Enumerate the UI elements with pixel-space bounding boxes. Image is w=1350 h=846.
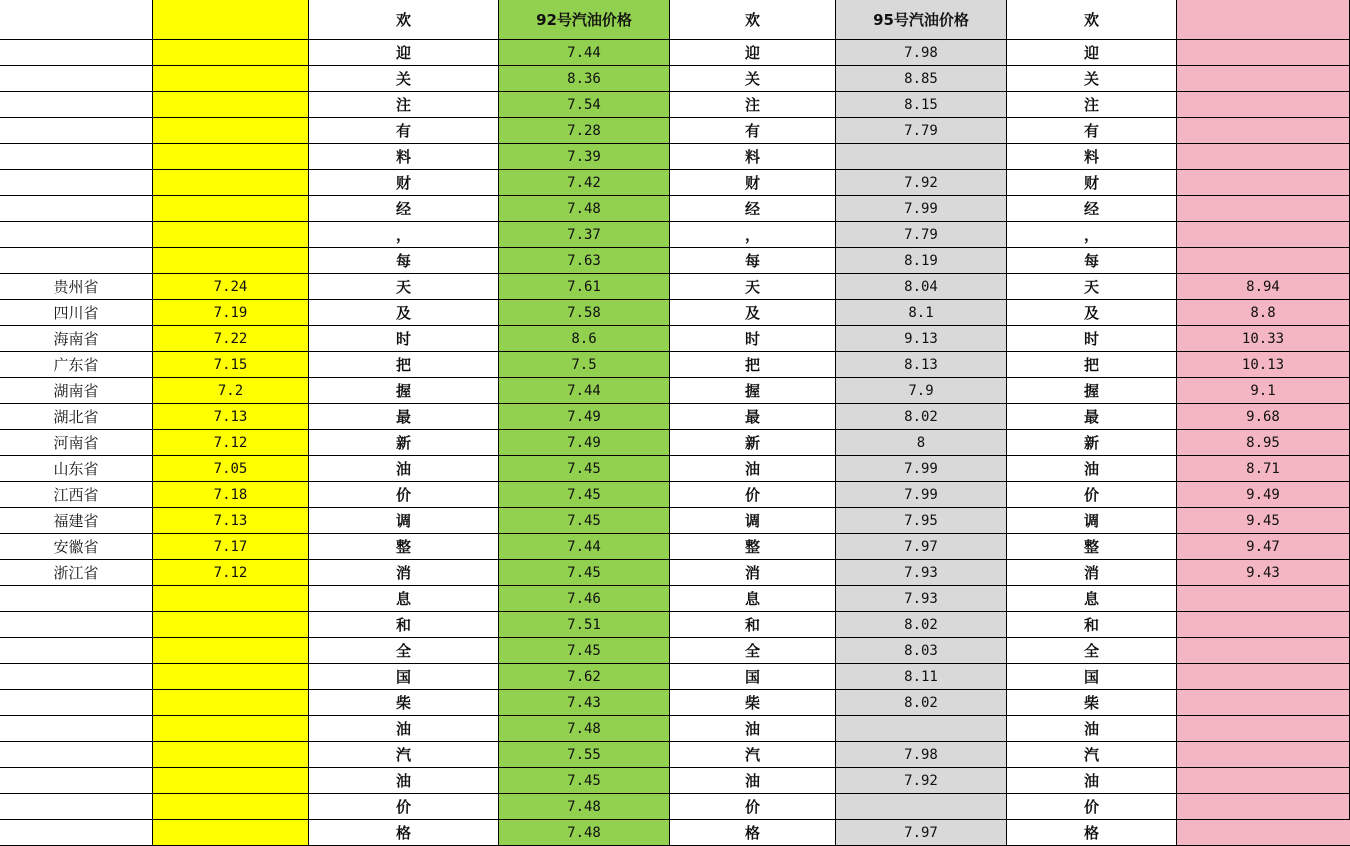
- gas92-price-cell[interactable]: 7.63: [499, 248, 670, 274]
- welcome-char-cell[interactable]: 有: [1007, 118, 1177, 144]
- gas92-price-cell[interactable]: 7.45: [499, 508, 670, 534]
- province-cell[interactable]: [0, 118, 153, 144]
- province-cell[interactable]: [0, 66, 153, 92]
- diesel-price-cell[interactable]: [153, 664, 309, 690]
- diesel-price-cell[interactable]: 7.05: [153, 456, 309, 482]
- gas92-price-cell[interactable]: 7.46: [499, 586, 670, 612]
- province-cell[interactable]: [0, 716, 153, 742]
- gas92-price-cell[interactable]: 7.55: [499, 742, 670, 768]
- province-cell[interactable]: [0, 794, 153, 820]
- welcome-char-cell[interactable]: 柴: [309, 690, 499, 716]
- welcome-char-cell[interactable]: 整: [309, 534, 499, 560]
- welcome-char-cell[interactable]: 迎: [309, 40, 499, 66]
- welcome-char-cell[interactable]: 调: [1007, 508, 1177, 534]
- gas98-price-cell[interactable]: [1177, 170, 1350, 196]
- diesel-price-cell[interactable]: [153, 794, 309, 820]
- welcome-char-cell[interactable]: 握: [670, 378, 836, 404]
- diesel-price-cell[interactable]: 7.18: [153, 482, 309, 508]
- welcome-char-cell[interactable]: 时: [670, 326, 836, 352]
- welcome-char-cell[interactable]: 及: [1007, 300, 1177, 326]
- gas98-price-cell[interactable]: [1177, 690, 1350, 716]
- welcome-char-cell[interactable]: 经: [1007, 196, 1177, 222]
- gas95-price-cell[interactable]: 7.79: [836, 118, 1007, 144]
- gas92-price-cell[interactable]: 7.48: [499, 794, 670, 820]
- gas95-price-cell[interactable]: [836, 794, 1007, 820]
- province-cell[interactable]: 江西省: [0, 482, 153, 508]
- gas95-price-cell[interactable]: 8.19: [836, 248, 1007, 274]
- gas98-price-cell[interactable]: [1177, 222, 1350, 248]
- welcome-char-cell[interactable]: 格: [1007, 820, 1177, 846]
- welcome-char-cell[interactable]: 财: [1007, 170, 1177, 196]
- diesel-price-cell[interactable]: [153, 170, 309, 196]
- gas92-price-cell[interactable]: 7.51: [499, 612, 670, 638]
- welcome-char-cell[interactable]: 国: [309, 664, 499, 690]
- gas92-price-cell[interactable]: 7.43: [499, 690, 670, 716]
- gas95-price-cell[interactable]: 7.92: [836, 170, 1007, 196]
- gas95-price-cell[interactable]: 7.95: [836, 508, 1007, 534]
- diesel-price-cell[interactable]: [153, 820, 309, 846]
- province-cell[interactable]: [0, 40, 153, 66]
- welcome-char-cell[interactable]: 油: [670, 456, 836, 482]
- province-cell[interactable]: [0, 612, 153, 638]
- diesel-price-cell[interactable]: 7.17: [153, 534, 309, 560]
- diesel-price-cell[interactable]: 7.2: [153, 378, 309, 404]
- province-cell[interactable]: [0, 768, 153, 794]
- welcome-char-cell[interactable]: 每: [1007, 248, 1177, 274]
- gas92-price-cell[interactable]: 7.54: [499, 92, 670, 118]
- gas95-price-cell[interactable]: 7.93: [836, 586, 1007, 612]
- welcome-char-cell[interactable]: 油: [309, 456, 499, 482]
- welcome-char-cell[interactable]: 每: [309, 248, 499, 274]
- gas92-price-cell[interactable]: 7.58: [499, 300, 670, 326]
- gas92-price-cell[interactable]: 7.45: [499, 560, 670, 586]
- welcome-char-cell[interactable]: 注: [670, 92, 836, 118]
- gas98-price-cell[interactable]: 10.13: [1177, 352, 1350, 378]
- gas92-price-cell[interactable]: 7.62: [499, 664, 670, 690]
- welcome-char-cell[interactable]: 及: [670, 300, 836, 326]
- gas95-price-cell[interactable]: 7.92: [836, 768, 1007, 794]
- gas98-price-cell[interactable]: [1177, 612, 1350, 638]
- welcome-char-cell[interactable]: 国: [1007, 664, 1177, 690]
- province-cell[interactable]: 福建省: [0, 508, 153, 534]
- gas95-price-cell[interactable]: 8.02: [836, 690, 1007, 716]
- welcome-char-cell[interactable]: 新: [670, 430, 836, 456]
- diesel-price-cell[interactable]: [153, 144, 309, 170]
- welcome-char-cell[interactable]: 价: [309, 794, 499, 820]
- header-welcome-3[interactable]: 欢: [1007, 0, 1177, 40]
- welcome-char-cell[interactable]: 关: [309, 66, 499, 92]
- gas98-price-cell[interactable]: 8.95: [1177, 430, 1350, 456]
- gas98-price-cell[interactable]: [1177, 664, 1350, 690]
- gas92-price-cell[interactable]: 8.36: [499, 66, 670, 92]
- welcome-char-cell[interactable]: 新: [309, 430, 499, 456]
- welcome-char-cell[interactable]: 关: [670, 66, 836, 92]
- diesel-price-cell[interactable]: 7.12: [153, 560, 309, 586]
- diesel-price-cell[interactable]: [153, 92, 309, 118]
- welcome-char-cell[interactable]: 柴: [1007, 690, 1177, 716]
- province-cell[interactable]: [0, 144, 153, 170]
- province-cell[interactable]: 广东省: [0, 352, 153, 378]
- welcome-char-cell[interactable]: 每: [670, 248, 836, 274]
- province-cell[interactable]: 海南省: [0, 326, 153, 352]
- gas95-price-cell[interactable]: 7.97: [836, 820, 1007, 846]
- welcome-char-cell[interactable]: 迎: [670, 40, 836, 66]
- diesel-price-cell[interactable]: 7.22: [153, 326, 309, 352]
- welcome-char-cell[interactable]: 最: [1007, 404, 1177, 430]
- province-cell[interactable]: [0, 690, 153, 716]
- welcome-char-cell[interactable]: ，: [309, 222, 499, 248]
- welcome-char-cell[interactable]: 调: [309, 508, 499, 534]
- welcome-char-cell[interactable]: 消: [309, 560, 499, 586]
- welcome-char-cell[interactable]: 注: [1007, 92, 1177, 118]
- gas95-price-cell[interactable]: 7.79: [836, 222, 1007, 248]
- welcome-char-cell[interactable]: 价: [1007, 482, 1177, 508]
- welcome-char-cell[interactable]: 油: [1007, 716, 1177, 742]
- welcome-char-cell[interactable]: 财: [309, 170, 499, 196]
- gas98-price-cell[interactable]: 9.45: [1177, 508, 1350, 534]
- welcome-char-cell[interactable]: 消: [670, 560, 836, 586]
- welcome-char-cell[interactable]: 汽: [309, 742, 499, 768]
- welcome-char-cell[interactable]: 油: [1007, 768, 1177, 794]
- gas98-price-cell[interactable]: 9.43: [1177, 560, 1350, 586]
- welcome-char-cell[interactable]: 料: [1007, 144, 1177, 170]
- header-gas98[interactable]: [1177, 0, 1350, 40]
- welcome-char-cell[interactable]: 调: [670, 508, 836, 534]
- province-cell[interactable]: 浙江省: [0, 560, 153, 586]
- diesel-price-cell[interactable]: [153, 768, 309, 794]
- welcome-char-cell[interactable]: 天: [1007, 274, 1177, 300]
- gas92-price-cell[interactable]: 7.39: [499, 144, 670, 170]
- gas98-price-cell[interactable]: [1177, 586, 1350, 612]
- welcome-char-cell[interactable]: 把: [1007, 352, 1177, 378]
- welcome-char-cell[interactable]: 经: [670, 196, 836, 222]
- header-welcome-2[interactable]: 欢: [670, 0, 836, 40]
- welcome-char-cell[interactable]: 有: [309, 118, 499, 144]
- province-cell[interactable]: [0, 248, 153, 274]
- diesel-price-cell[interactable]: [153, 586, 309, 612]
- welcome-char-cell[interactable]: 柴: [670, 690, 836, 716]
- welcome-char-cell[interactable]: 息: [670, 586, 836, 612]
- province-cell[interactable]: [0, 638, 153, 664]
- welcome-char-cell[interactable]: 经: [309, 196, 499, 222]
- welcome-char-cell[interactable]: 油: [670, 768, 836, 794]
- gas95-price-cell[interactable]: 7.99: [836, 456, 1007, 482]
- diesel-price-cell[interactable]: [153, 118, 309, 144]
- gas92-price-cell[interactable]: 7.44: [499, 378, 670, 404]
- province-cell[interactable]: 山东省: [0, 456, 153, 482]
- welcome-char-cell[interactable]: 最: [309, 404, 499, 430]
- diesel-price-cell[interactable]: [153, 716, 309, 742]
- welcome-char-cell[interactable]: 时: [309, 326, 499, 352]
- gas98-price-cell[interactable]: 10.33: [1177, 326, 1350, 352]
- welcome-char-cell[interactable]: 全: [1007, 638, 1177, 664]
- gas92-price-cell[interactable]: 7.49: [499, 430, 670, 456]
- diesel-price-cell[interactable]: [153, 612, 309, 638]
- diesel-price-cell[interactable]: [153, 638, 309, 664]
- province-cell[interactable]: 四川省: [0, 300, 153, 326]
- gas98-price-cell[interactable]: [1177, 716, 1350, 742]
- welcome-char-cell[interactable]: 迎: [1007, 40, 1177, 66]
- welcome-char-cell[interactable]: 息: [1007, 586, 1177, 612]
- welcome-char-cell[interactable]: 油: [670, 716, 836, 742]
- welcome-char-cell[interactable]: 价: [1007, 794, 1177, 820]
- gas92-price-cell[interactable]: 7.61: [499, 274, 670, 300]
- province-cell[interactable]: [0, 586, 153, 612]
- welcome-char-cell[interactable]: 和: [670, 612, 836, 638]
- gas98-price-cell[interactable]: [1177, 794, 1350, 820]
- province-cell[interactable]: [0, 196, 153, 222]
- welcome-char-cell[interactable]: ，: [1007, 222, 1177, 248]
- welcome-char-cell[interactable]: 全: [309, 638, 499, 664]
- gas95-price-cell[interactable]: 7.93: [836, 560, 1007, 586]
- welcome-char-cell[interactable]: 天: [670, 274, 836, 300]
- gas95-price-cell[interactable]: 7.99: [836, 482, 1007, 508]
- gas98-price-cell[interactable]: [1177, 66, 1350, 92]
- gas92-price-cell[interactable]: 8.6: [499, 326, 670, 352]
- welcome-char-cell[interactable]: 及: [309, 300, 499, 326]
- welcome-char-cell[interactable]: 最: [670, 404, 836, 430]
- gas92-price-cell[interactable]: 7.44: [499, 534, 670, 560]
- gas98-price-cell[interactable]: [1177, 144, 1350, 170]
- gas98-price-cell[interactable]: 8.71: [1177, 456, 1350, 482]
- gas98-price-cell[interactable]: [1177, 248, 1350, 274]
- welcome-char-cell[interactable]: 息: [309, 586, 499, 612]
- gas95-price-cell[interactable]: 8.85: [836, 66, 1007, 92]
- gas98-price-cell[interactable]: 9.47: [1177, 534, 1350, 560]
- welcome-char-cell[interactable]: 有: [670, 118, 836, 144]
- header-gas92[interactable]: 92号汽油价格: [499, 0, 670, 40]
- welcome-char-cell[interactable]: 整: [670, 534, 836, 560]
- welcome-char-cell[interactable]: 把: [670, 352, 836, 378]
- welcome-char-cell[interactable]: 把: [309, 352, 499, 378]
- gas95-price-cell[interactable]: 7.98: [836, 40, 1007, 66]
- diesel-price-cell[interactable]: 7.24: [153, 274, 309, 300]
- province-cell[interactable]: [0, 92, 153, 118]
- diesel-price-cell[interactable]: 7.13: [153, 404, 309, 430]
- diesel-price-cell[interactable]: 7.15: [153, 352, 309, 378]
- diesel-price-cell[interactable]: 7.19: [153, 300, 309, 326]
- welcome-char-cell[interactable]: 关: [1007, 66, 1177, 92]
- gas95-price-cell[interactable]: 8.02: [836, 612, 1007, 638]
- welcome-char-cell[interactable]: 时: [1007, 326, 1177, 352]
- diesel-price-cell[interactable]: [153, 196, 309, 222]
- gas95-price-cell[interactable]: 8.03: [836, 638, 1007, 664]
- gas92-price-cell[interactable]: 7.48: [499, 820, 670, 846]
- welcome-char-cell[interactable]: 油: [309, 716, 499, 742]
- province-cell[interactable]: [0, 170, 153, 196]
- welcome-char-cell[interactable]: 全: [670, 638, 836, 664]
- welcome-char-cell[interactable]: 格: [670, 820, 836, 846]
- welcome-char-cell[interactable]: 新: [1007, 430, 1177, 456]
- welcome-char-cell[interactable]: 格: [309, 820, 499, 846]
- gas98-price-cell[interactable]: [1177, 638, 1350, 664]
- gas92-price-cell[interactable]: 7.5: [499, 352, 670, 378]
- gas98-price-cell[interactable]: [1177, 40, 1350, 66]
- gas98-price-cell[interactable]: [1177, 768, 1350, 794]
- gas92-price-cell[interactable]: 7.37: [499, 222, 670, 248]
- welcome-char-cell[interactable]: 注: [309, 92, 499, 118]
- gas98-price-cell[interactable]: 8.8: [1177, 300, 1350, 326]
- welcome-char-cell[interactable]: 油: [1007, 456, 1177, 482]
- province-cell[interactable]: 湖北省: [0, 404, 153, 430]
- gas92-price-cell[interactable]: 7.45: [499, 456, 670, 482]
- gas95-price-cell[interactable]: 8.15: [836, 92, 1007, 118]
- province-cell[interactable]: [0, 664, 153, 690]
- gas92-price-cell[interactable]: 7.44: [499, 40, 670, 66]
- gas92-price-cell[interactable]: 7.28: [499, 118, 670, 144]
- gas92-price-cell[interactable]: 7.42: [499, 170, 670, 196]
- gas95-price-cell[interactable]: [836, 144, 1007, 170]
- welcome-char-cell[interactable]: ，: [670, 222, 836, 248]
- gas92-price-cell[interactable]: 7.45: [499, 638, 670, 664]
- gas95-price-cell[interactable]: 8.02: [836, 404, 1007, 430]
- province-cell[interactable]: 河南省: [0, 430, 153, 456]
- welcome-char-cell[interactable]: 和: [1007, 612, 1177, 638]
- gas95-price-cell[interactable]: 8.13: [836, 352, 1007, 378]
- welcome-char-cell[interactable]: 和: [309, 612, 499, 638]
- diesel-price-cell[interactable]: [153, 742, 309, 768]
- diesel-price-cell[interactable]: [153, 690, 309, 716]
- gas95-price-cell[interactable]: 7.9: [836, 378, 1007, 404]
- gas98-price-cell[interactable]: [1177, 742, 1350, 768]
- province-cell[interactable]: [0, 820, 153, 846]
- province-cell[interactable]: [0, 742, 153, 768]
- province-cell[interactable]: 安徽省: [0, 534, 153, 560]
- gas92-price-cell[interactable]: 7.49: [499, 404, 670, 430]
- gas98-price-cell[interactable]: 9.68: [1177, 404, 1350, 430]
- welcome-char-cell[interactable]: 天: [309, 274, 499, 300]
- welcome-char-cell[interactable]: 价: [309, 482, 499, 508]
- gas95-price-cell[interactable]: 9.13: [836, 326, 1007, 352]
- welcome-char-cell[interactable]: 握: [309, 378, 499, 404]
- gas98-price-cell[interactable]: [1177, 92, 1350, 118]
- welcome-char-cell[interactable]: 价: [670, 794, 836, 820]
- gas92-price-cell[interactable]: 7.48: [499, 716, 670, 742]
- welcome-char-cell[interactable]: 握: [1007, 378, 1177, 404]
- diesel-price-cell[interactable]: [153, 222, 309, 248]
- gas98-price-cell[interactable]: [1177, 118, 1350, 144]
- header-diesel[interactable]: [153, 0, 309, 40]
- welcome-char-cell[interactable]: 料: [670, 144, 836, 170]
- gas95-price-cell[interactable]: [836, 716, 1007, 742]
- gas95-price-cell[interactable]: 8.04: [836, 274, 1007, 300]
- diesel-price-cell[interactable]: 7.13: [153, 508, 309, 534]
- diesel-price-cell[interactable]: 7.12: [153, 430, 309, 456]
- welcome-char-cell[interactable]: 汽: [670, 742, 836, 768]
- welcome-char-cell[interactable]: 消: [1007, 560, 1177, 586]
- gas95-price-cell[interactable]: 7.99: [836, 196, 1007, 222]
- diesel-price-cell[interactable]: [153, 248, 309, 274]
- header-welcome-1[interactable]: 欢: [309, 0, 499, 40]
- gas92-price-cell[interactable]: 7.45: [499, 768, 670, 794]
- gas95-price-cell[interactable]: 8.11: [836, 664, 1007, 690]
- diesel-price-cell[interactable]: [153, 66, 309, 92]
- province-cell[interactable]: [0, 222, 153, 248]
- gas92-price-cell[interactable]: 7.45: [499, 482, 670, 508]
- province-cell[interactable]: 湖南省: [0, 378, 153, 404]
- gas95-price-cell[interactable]: 7.98: [836, 742, 1007, 768]
- province-cell[interactable]: 贵州省: [0, 274, 153, 300]
- welcome-char-cell[interactable]: 价: [670, 482, 836, 508]
- gas95-price-cell[interactable]: 8.1: [836, 300, 1007, 326]
- header-gas95[interactable]: 95号汽油价格: [836, 0, 1007, 40]
- welcome-char-cell[interactable]: 财: [670, 170, 836, 196]
- gas98-price-cell[interactable]: [1177, 820, 1350, 846]
- welcome-char-cell[interactable]: 整: [1007, 534, 1177, 560]
- welcome-char-cell[interactable]: 油: [309, 768, 499, 794]
- diesel-price-cell[interactable]: [153, 40, 309, 66]
- gas92-price-cell[interactable]: 7.48: [499, 196, 670, 222]
- welcome-char-cell[interactable]: 国: [670, 664, 836, 690]
- gas98-price-cell[interactable]: 9.49: [1177, 482, 1350, 508]
- welcome-char-cell[interactable]: 汽: [1007, 742, 1177, 768]
- gas98-price-cell[interactable]: 8.94: [1177, 274, 1350, 300]
- gas95-price-cell[interactable]: 7.97: [836, 534, 1007, 560]
- header-province[interactable]: [0, 0, 153, 40]
- gas98-price-cell[interactable]: [1177, 196, 1350, 222]
- gas98-price-cell[interactable]: 9.1: [1177, 378, 1350, 404]
- welcome-char-cell[interactable]: 料: [309, 144, 499, 170]
- gas95-price-cell[interactable]: 8: [836, 430, 1007, 456]
